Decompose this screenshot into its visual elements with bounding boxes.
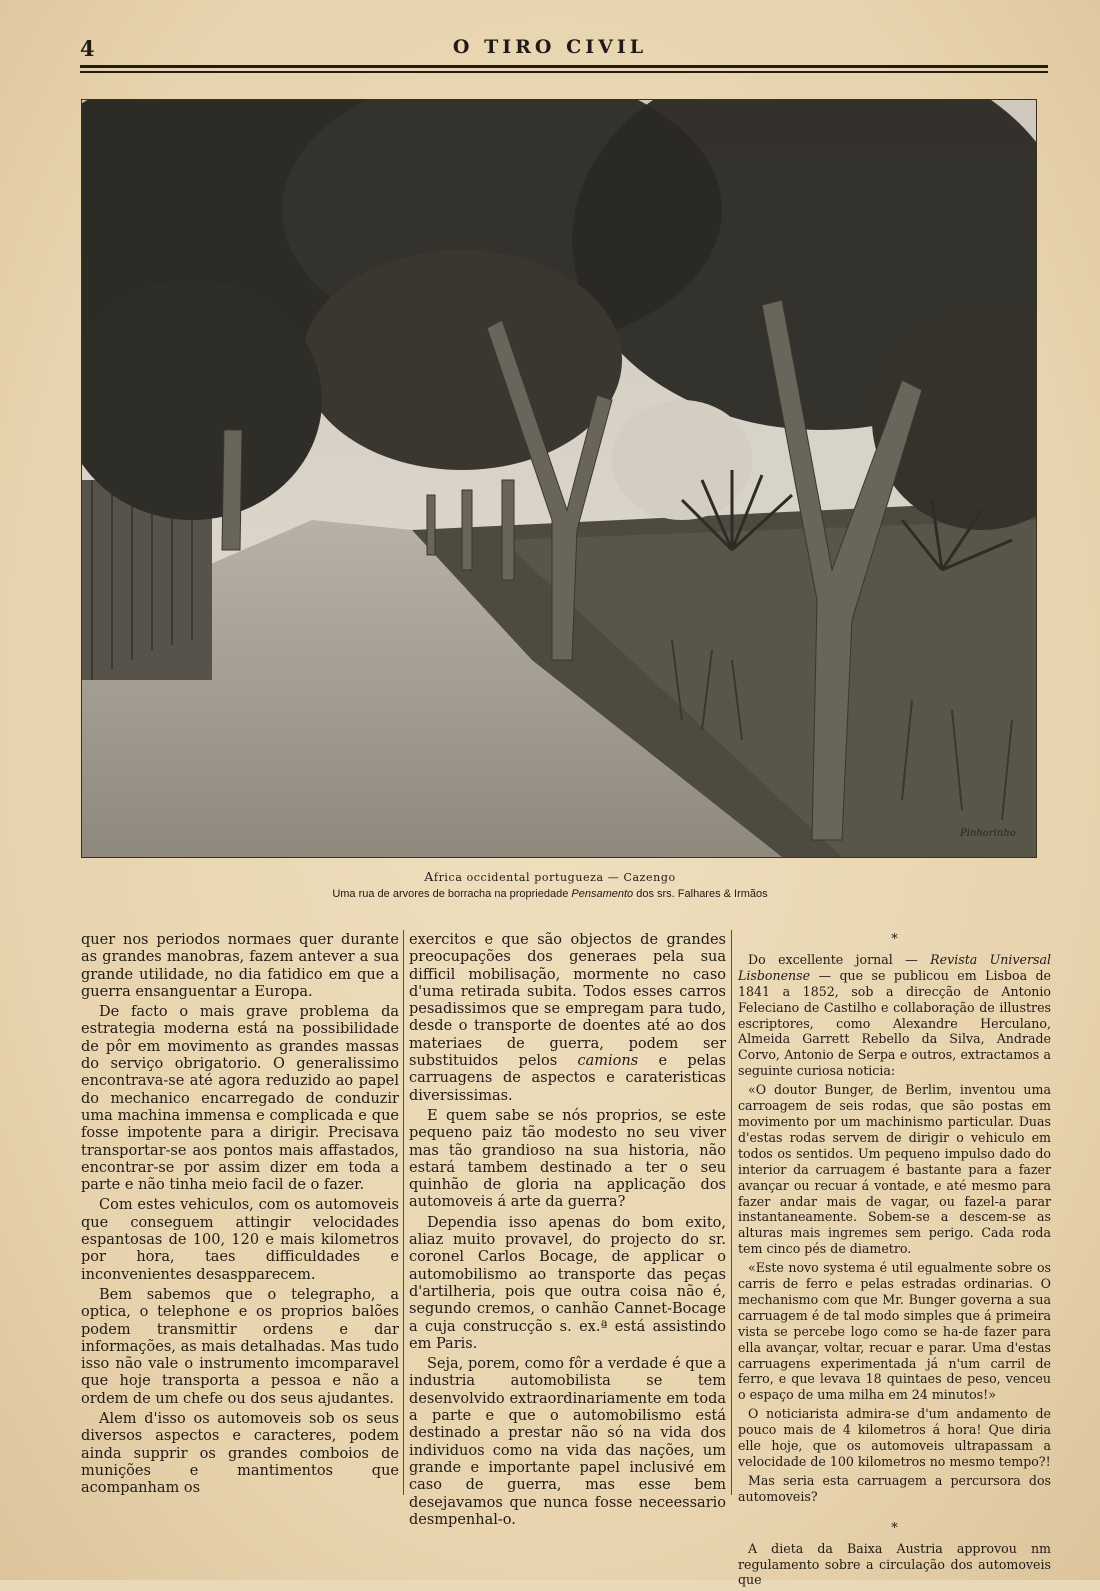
header-rule-top (80, 65, 1048, 68)
paragraph: Alem d'isso os automoveis sob os seus diversos aspectos e caracteres, podem ainda supprir os grandes comboios de munições e mantimentos que acompanham os (81, 1411, 399, 1497)
paragraph: Seja, porem, como fôr a verdade é que a industria automobilista se tem desenvolvido extraordinariamente em toda a parte e que o automobilismo está destinado a prestar não só na vida dos individuos como na vida das nações, um grande e importante papel inclusivé em caso de guerra, mas esse bem desejavamos que nunca fosse neceessario desmpenhal-o. (409, 1356, 726, 1528)
photo-caption-subtitle: Uma rua de arvores de borracha na propriedade Pensamento dos srs. Falhares & Irmãos (332, 888, 768, 900)
photographer-signature: Pinhorinho (960, 828, 1016, 839)
article-column-1 (81, 932, 399, 1501)
paragraph: E quem sabe se nós proprios, se este pequeno paiz tão modesto no seu viver mas tão grandioso na sua historia, não estará tambem destinado a ter o seu quinhão de gloria na applicação dos automoveis á arte da guerra? (409, 1107, 726, 1211)
paragraph: De facto o mais grave problema da estrategia moderna está na possibilidade de pôr em movimento as grandes massas do serviço obrigatorio. O generalissimo encontrava-se até agora reduzido ao papel do mechanico encarregado de conduzir uma machina immensa e complicada e que fosse impotente para a dirigir. Precisava transportar-se aos pontos mais affastados, encontrar-se por assim dizer em toda a parte e não tinha meio facil de o fazer. (81, 1004, 399, 1194)
paragraph: exercitos e que são objectos de grandes preocupações dos generaes pela sua difficil mobilisação, mormente no caso d'uma retirada subita. Todos esses carros pesadissimos que se empregam para tudo, desde o transporte de doentes até ao dos materiaes de guerra, podem ser substituidos pelos camions e pelas carruagens de aspectos e carateristicas diversissimas. (409, 932, 726, 1104)
section-asterisk: * (891, 932, 898, 947)
column-divider (731, 930, 732, 1495)
paragraph: quer nos periodos normaes quer durante as grandes manobras, fazem antever a sua grande utilidade, no dia fatidico em que a guerra ensanguentar a Europa. (81, 932, 399, 1000)
paragraph: Com estes vehiculos, com os automoveis que conseguem attingir velocidades espantosas de 100, 120 e mais kilometros por hora, taes difficuldades e inconvenientes desaspparecem. (81, 1197, 399, 1283)
paragraph: Mas seria esta carruagem a percursora dos automoveis? (738, 1472, 1051, 1504)
rubber-tree-avenue-photo (81, 99, 1037, 858)
photo-caption-title: Africa occidental portugueza — Cazengo (424, 869, 676, 884)
header-rule-bottom (80, 71, 1048, 73)
paragraph: A dieta da Baixa Austria approvou nm regulamento sobre a circulação dos automoveis que (738, 1540, 1051, 1588)
page-number: 4 (80, 36, 95, 61)
paragraph: O noticiarista admira-se d'um andamento de pouco mais de 4 kilometros á hora! Que diria elle hoje, que os automoveis ultrapassam a velocidade de 100 kilometros no mesmo tempo?! (738, 1406, 1051, 1469)
section-asterisk: * (891, 1520, 898, 1536)
paragraph: «Este novo systema é util egualmente sobre os carris de ferro e pelas estradas ordinarias. O mechanismo com que Mr. Bunger governa a sua carruagem é de tal modo simples que á primeira vista se percebe logo como se ha-de fazer para ella avançar, voltar, recuar e parar. Uma d'estas carruagens experimentada já n'um carril de ferro, e que levava 18 quintaes de peso, venceu o espaço de uma milha em 24 minutos!» (738, 1260, 1051, 1403)
column-divider (403, 930, 404, 1495)
paragraph: «O doutor Bunger, de Berlim, inventou uma carroagem de seis rodas, que são postas em movimento por um machinismo particular. Duas d'estas rodas servem de dirigir o vehiculo em todos os sentidos. Um pequeno impulso dado do interior da carruagem é bastante para a fazer avançar ou recuar á vontade, e até mesmo para fazer andar mais de vagar, ou fazel-a parar instantaneamente. Sobem-se a descem-se as alturas mais ingremes sem perigo. Cada roda tem cinco pés de diametro. (738, 1082, 1051, 1257)
newspaper-title: O TIRO CIVIL (452, 36, 648, 58)
article-column-2 (409, 932, 726, 1532)
paragraph: Do excellente jornal — Revista Universal Lisbonense — que se publicou em Lisboa de 1841 a 1852, sob a direcção de Antonio Feleciano de Castilho e collaboração de illustres escriptores, como Alexandre Herculano, Almeida Garrett Rebello da Silva, Andrade Corvo, Antonio de Serpa e outros, extractamos a seguinte curiosa noticia: (738, 951, 1052, 1079)
paragraph: Dependia isso apenas do bom exito, aliaz muito provavel, do projecto do sr. coronel Carlos Bocage, de applicar o automobilismo ao transporte das peças d'artilheria, pois que outra coisa não é, segundo cremos, o canhão Cannet-Bocage a cuja construcção s. ex.ª está assistindo em Paris. (409, 1214, 726, 1352)
paragraph: Bem sabemos que o telegrapho, a optica, o telephone e os proprios balões podem transmittir ordens e dar informações, as mais detalhadas. Mas tudo isso não vale o instrumento imcomparavel que hoje transporta a pessoa e não a ordem de um chefe ou dos seus ajudantes. (81, 1286, 399, 1407)
article-column-3 (738, 932, 1051, 1591)
